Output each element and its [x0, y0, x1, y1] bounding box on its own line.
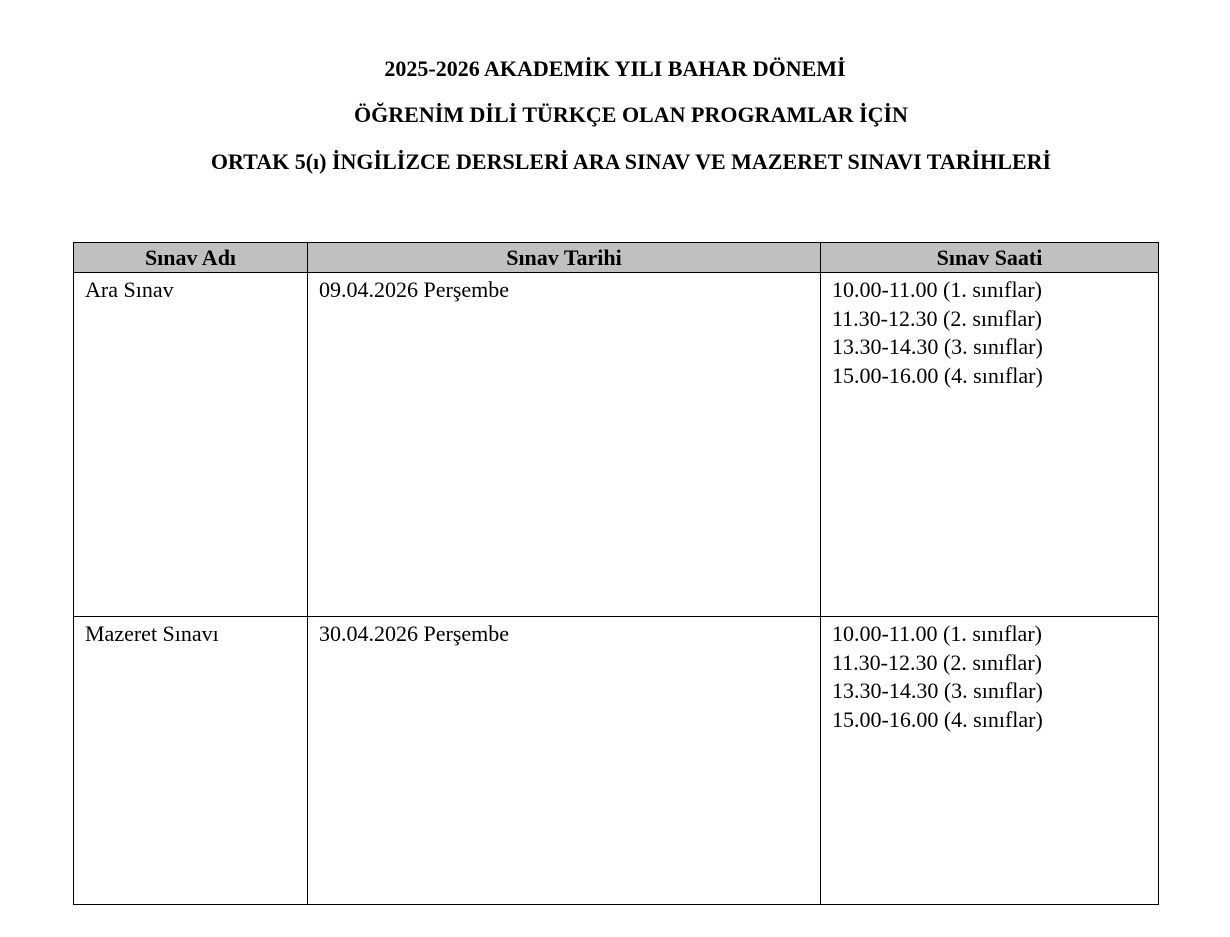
document-title-line-2: ÖĞRENİM DİLİ TÜRKÇE OLAN PROGRAMLAR İÇİN [354, 102, 908, 127]
exam-time-slot: 10.00-11.00 (1. sınıflar) [832, 277, 1042, 302]
exam-date-cell: 30.04.2026 Perşembe [308, 617, 821, 905]
document-title-line-1: 2025-2026 AKADEMİK YILI BAHAR DÖNEMİ [384, 56, 846, 81]
header-exam-time: Sınav Saati [821, 243, 1159, 273]
exam-time-cell [821, 273, 1159, 617]
exam-time-slot: 11.30-12.30 (2. sınıflar) [832, 305, 1042, 331]
document-title-line-3: ORTAK 5(ı) İNGİLİZCE DERSLERİ ARA SINAV VE MAZERET SINAVI TARİHLERİ [210, 149, 1052, 174]
exam-time-cell [821, 617, 1159, 905]
exam-time-slot: 13.30-14.30 (3. sınıflar) [832, 678, 1043, 703]
table-row [74, 273, 1159, 617]
exam-time-slot: 11.30-12.30 (2. sınıflar) [832, 649, 1042, 675]
table-header-row [74, 243, 1159, 273]
exam-name-cell: Mazeret Sınavı [74, 617, 308, 905]
exam-time-slot: 13.30-14.30 (3. sınıflar) [832, 334, 1043, 359]
exam-time-slot: 15.00-16.00 (4. sınıflar) [832, 362, 1043, 388]
exam-time-slot: 10.00-11.00 (1. sınıflar) [832, 621, 1042, 646]
exam-name-cell: Ara Sınav [74, 273, 308, 617]
header-exam-name: Sınav Adı [74, 243, 308, 273]
header-exam-date: Sınav Tarihi [308, 243, 821, 273]
exam-date-cell: 09.04.2026 Perşembe [308, 273, 821, 617]
table-row [74, 617, 1159, 905]
exam-schedule-table [73, 242, 1159, 905]
exam-time-slot: 15.00-16.00 (4. sınıflar) [832, 706, 1043, 732]
